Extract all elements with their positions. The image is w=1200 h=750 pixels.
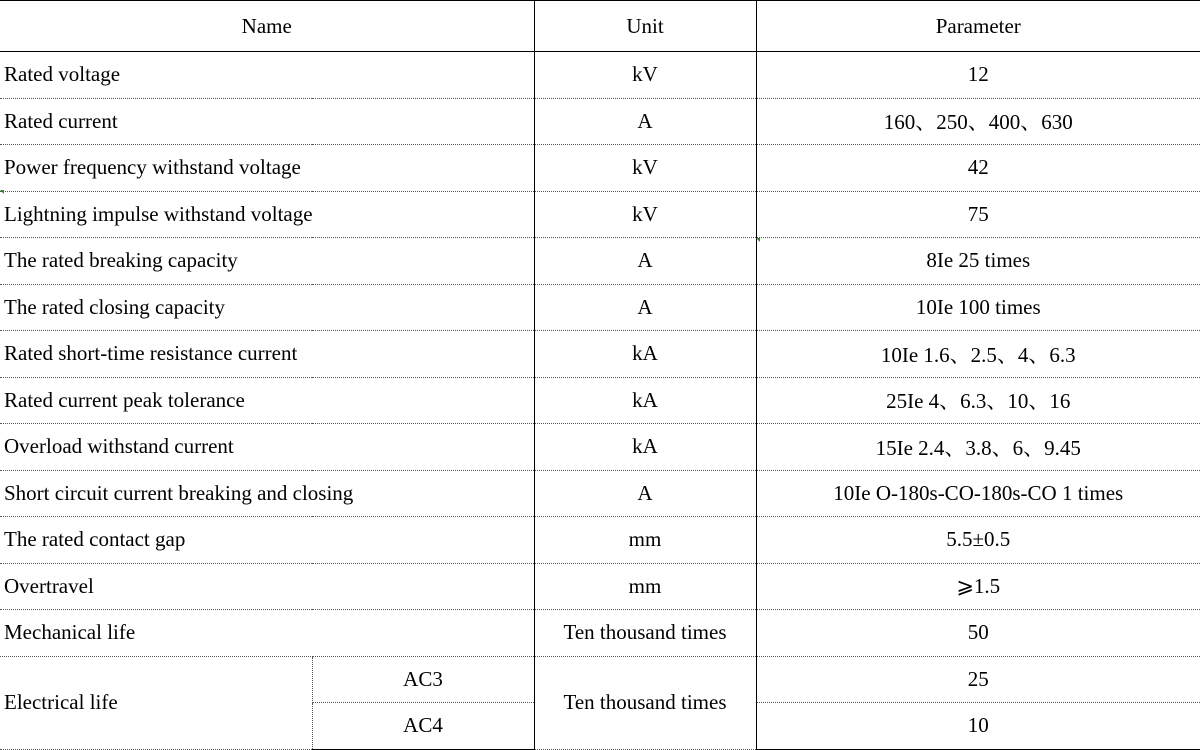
row-name: Overload withstand current	[0, 424, 534, 471]
row-unit: Ten thousand times	[534, 610, 756, 657]
row-name: Rated voltage	[0, 52, 534, 99]
table-row	[0, 517, 1200, 564]
table-row	[0, 52, 1200, 99]
row-unit: kA	[534, 377, 756, 424]
row-unit: kA	[534, 424, 756, 471]
table-row	[0, 191, 1200, 238]
row-parameter: 42	[756, 145, 1200, 192]
table-row	[0, 145, 1200, 192]
header-parameter: Parameter	[756, 1, 1200, 52]
row-name: The rated closing capacity	[0, 284, 534, 331]
electrical-life-unit: Ten thousand times	[534, 656, 756, 749]
row-name: The rated contact gap	[0, 517, 534, 564]
row-name: Short circuit current breaking and closing	[0, 470, 534, 517]
row-parameter: 10Ie 1.6、2.5、4、6.3	[756, 331, 1200, 378]
row-unit: A	[534, 98, 756, 145]
row-name: The rated breaking capacity	[0, 238, 534, 285]
table-row	[0, 98, 1200, 145]
table-row	[0, 238, 1200, 285]
corner-mark	[756, 238, 760, 242]
row-parameter: 10Ie O-180s-CO-180s-CO 1 times	[756, 470, 1200, 517]
row-name: Rated current peak tolerance	[0, 377, 534, 424]
row-unit: kV	[534, 191, 756, 238]
table-row	[0, 610, 1200, 657]
row-unit: A	[534, 284, 756, 331]
row-parameter: 75	[756, 191, 1200, 238]
table-row	[0, 377, 1200, 424]
header-row	[0, 1, 1200, 52]
row-unit: kV	[534, 52, 756, 99]
row-name: Lightning impulse withstand voltage	[0, 191, 534, 238]
row-parameter: ⩾1.5	[756, 563, 1200, 610]
row-parameter: 12	[756, 52, 1200, 99]
table-row	[0, 284, 1200, 331]
row-name: Overtravel	[0, 563, 534, 610]
row-unit: kA	[534, 331, 756, 378]
row-name: Mechanical life	[0, 610, 534, 657]
row-parameter: 25Ie 4、6.3、10、16	[756, 377, 1200, 424]
electrical-life-name: Electrical life	[0, 656, 312, 749]
electrical-life-row-ac3	[0, 656, 1200, 703]
header-name: Name	[0, 1, 534, 52]
table-row	[0, 424, 1200, 471]
electrical-life-sub-label: AC3	[312, 656, 534, 703]
electrical-life-parameter: 25	[756, 656, 1200, 703]
corner-mark	[0, 190, 4, 194]
row-parameter: 50	[756, 610, 1200, 657]
row-unit: A	[534, 470, 756, 517]
row-unit: kV	[534, 145, 756, 192]
row-parameter: 15Ie 2.4、3.8、6、9.45	[756, 424, 1200, 471]
table-row	[0, 331, 1200, 378]
header-unit: Unit	[534, 1, 756, 52]
row-name: Rated short-time resistance current	[0, 331, 534, 378]
row-parameter: 160、250、400、630	[756, 98, 1200, 145]
row-unit: mm	[534, 517, 756, 564]
spec-body	[0, 52, 1200, 750]
row-unit: A	[534, 238, 756, 285]
row-parameter: 10Ie 100 times	[756, 284, 1200, 331]
table-row	[0, 563, 1200, 610]
row-parameter: 8Ie 25 times	[756, 238, 1200, 285]
row-unit: mm	[534, 563, 756, 610]
table-row	[0, 470, 1200, 517]
row-parameter: 5.5±0.5	[756, 517, 1200, 564]
electrical-life-sub-label: AC4	[312, 703, 534, 750]
row-name: Rated current	[0, 98, 534, 145]
row-name: Power frequency withstand voltage	[0, 145, 534, 192]
electrical-life-parameter: 10	[756, 703, 1200, 750]
